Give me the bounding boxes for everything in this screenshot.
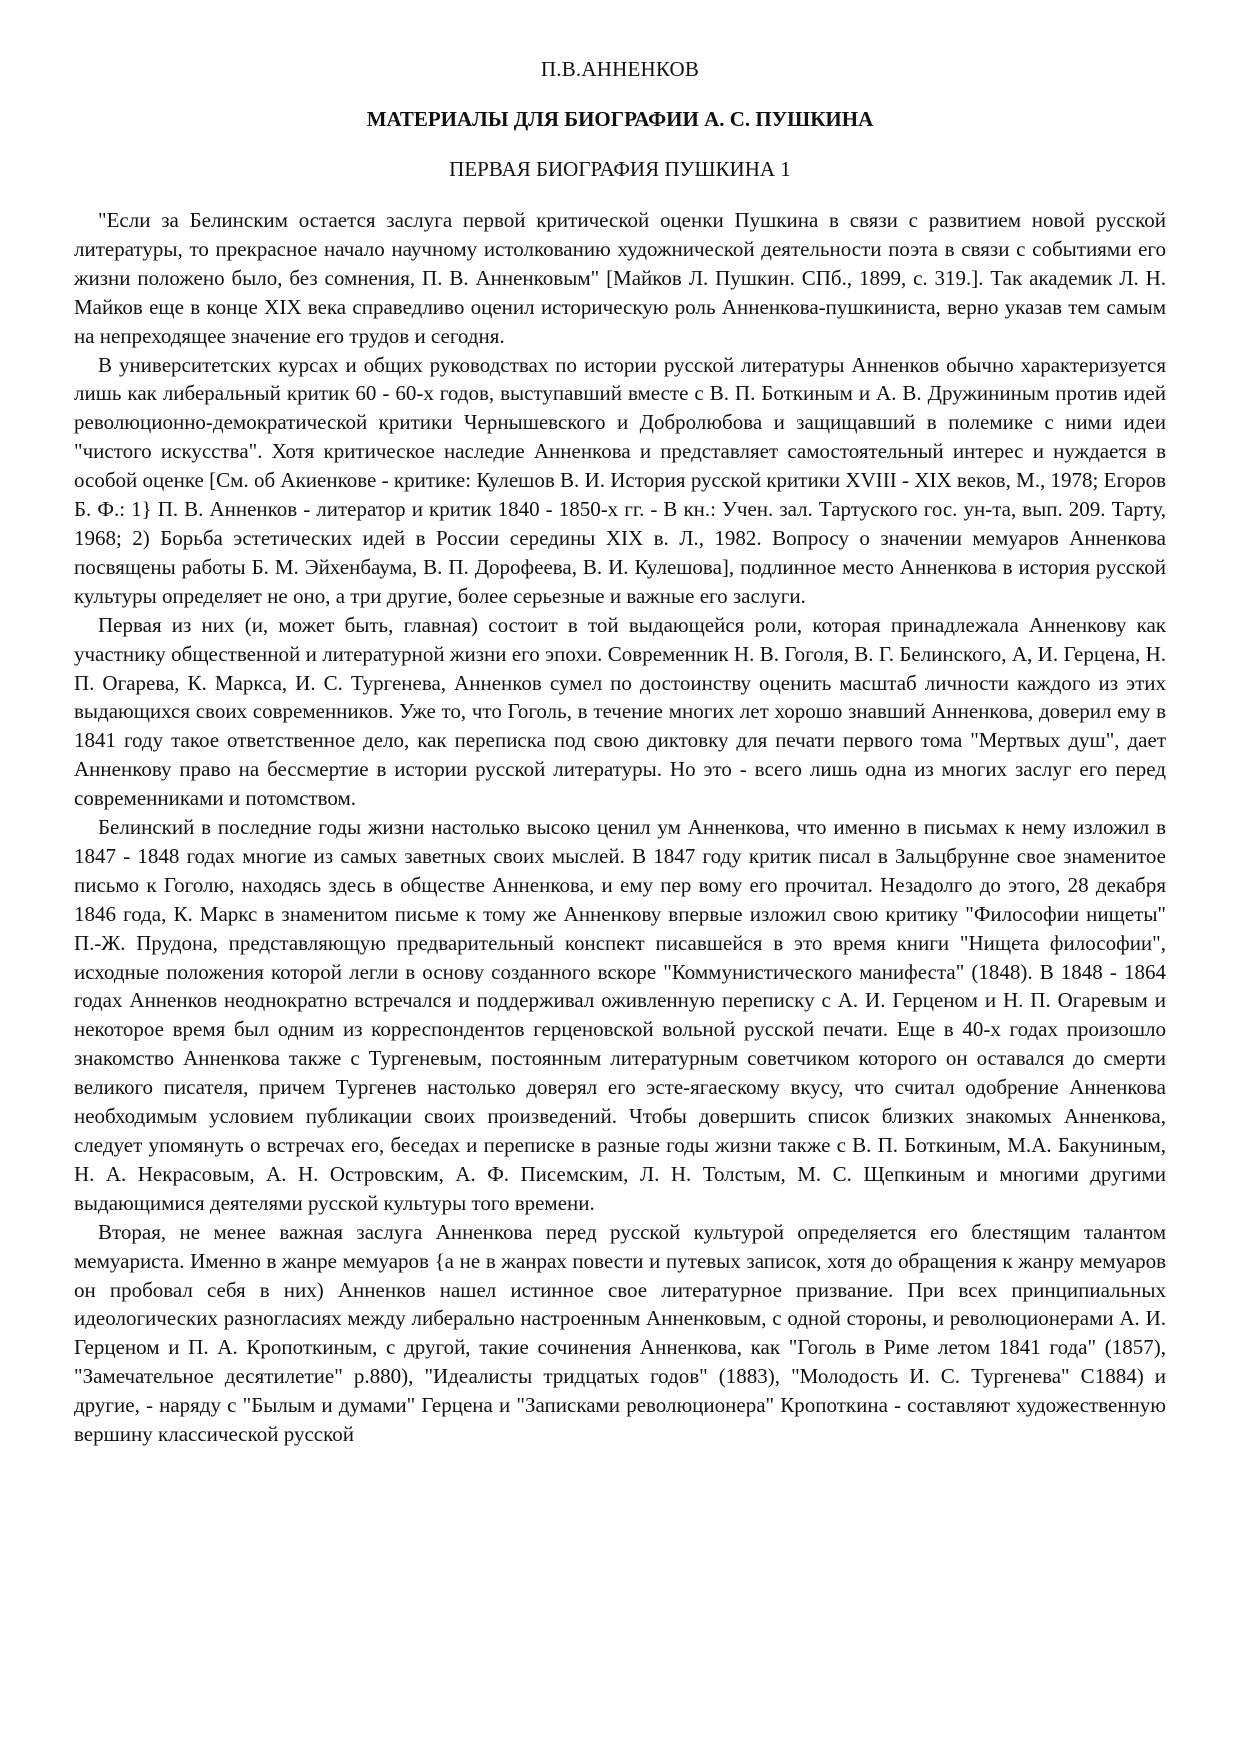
- paragraph-1: "Если за Белинским остается заслуга первой критической оценки Пушкина в связи с развитием новой русской литературы, то прекрасное начало научному истолкованию художнической деятельности поэта в связи с событиями его жизни положено было, без сомнения, П. В. Анненковым" [Майков Л. Пушкин. СПб., 1899, с. 319.]. Так академик Л. Н. Майков еще в конце XIX века справедливо оценил историческую роль Анненкова-пушкиниста, верно указав тем самым на непреходящее значение его трудов и сегодня.: [74, 208, 1166, 348]
- document-subtitle: ПЕРВАЯ БИОГРАФИЯ ПУШКИНА 1: [449, 157, 791, 181]
- paragraph-2: В университетских курсах и общих руководствах по истории русской литературы Анненков обычно характеризуется лишь как либеральный критик 60 - 60-х годов, выступавший вместе с В. П. Боткиным и А. В. Дружининым против идей революционно-демократической критики Чернышевского и Добролюбова и защищавший в полемике с ними идеи "чистого искусства". Хотя критическое наследие Анненкова и представляет самостоятельный интерес и нуждается в особой оценке [См. об Акиенкове - критике: Кулешов В. И. История русской критики XVIII - XIX веков, М., 1978; Егоров Б. Ф.: 1} П. В. Анненков - литератор и критик 1840 - 1850-х гг. - В кн.: Учен. зал. Тартуского гос. ун-та, вып. 209. Тарту, 1968; 2) Борьба эстетических идей в России середины XIX в. Л., 1982. Вопросу о значении мемуаров Анненкова посвящены работы Б. М. Эйхенбаума, В. П. Дорофеева, В. И. Кулешова], подлинное место Анненкова в история русской культуры определяет не оно, а три другие, более серьезные и важные его заслуги.: [74, 352, 1166, 608]
- paragraph-3: Первая из них (и, может быть, главная) состоит в той выдающейся роли, которая принадлежала Анненкову как участнику общественной и литературной жизни его эпохи. Современник Н. В. Гоголя, В. Г. Белинского, А, И. Герцена, Н. П. Огарева, К. Маркса, И. С. Тургенева, Анненков сумел по достоинству оценить масштаб личности каждого из этих выдающихся своих современников. Уже то, что Гоголь, в течение многих лет хорошо знавший Анненкова, доверил ему в 1841 году такое ответственное дело, как переписка под свою диктовку для печати первого тома "Мертвых душ", дает Анненкову право на бессмертие в истории русской литературы. Но это - всего лишь одна из многих заслуг его перед современниками и потомством.: [74, 612, 1166, 811]
- document-body: [74, 206, 1166, 1449]
- paragraph-5: Вторая, не менее важная заслуга Анненкова перед русской культурой определяется его блестящим талантом мемуариста. Именно в жанре мемуаров {а не в жанрах повести и путевых записок, хотя до обращения к жанру мемуаров он пробовал себя в них) Анненков нашел истинное свое литературное призвание. При всех принципиальных идеологических разногласиях между либерально настроенным Анненковым, с одной стороны, и революционерами А. И. Герценом и П. А. Кропоткиным, с другой, такие сочинения Анненкова, как "Гоголь в Риме летом 1841 года" (1857), "Замечательное десятилетие" р.880), "Идеалисты тридцатых годов" (1883), "Молодость И. С. Тургенева" С1884) и другие, - наряду с "Былым и думами" Герцена и "Записками революционера" Кропоткина - составляют художественную вершину классической русской: [74, 1219, 1166, 1447]
- author-heading: П.В.АННЕНКОВ: [540, 57, 700, 81]
- paragraph-4: Белинский в последние годы жизни настолько высоко ценил ум Анненкова, что именно в письмах к нему изложил в 1847 - 1848 годах многие из самых заветных своих мыслей. В 1847 году критик писал в Зальцбрунне свое знаменитое письмо к Гоголю, находясь здесь в обществе Анненкова, и ему пер вому его прочитал. Незадолго до этого, 28 декабря 1846 года, К. Маркс в знаменитом письме к тому же Анненкову впервые изложил свою критику "Философии нищеты" П.-Ж. Прудона, представляющую предварительный конспект писавшейся в это время книги "Нищета философии", исходные положения которой легли в основу созданного вскоре "Коммунистического манифеста" (1848). В 1848 - 1864 годах Анненков неоднократно встречался и поддерживал оживленную переписку с А. И. Герценом и Н. П. Огаревым и некоторое время был одним из корреспондентов герценовской вольной русской печати. Еще в 40-х годах произошло знакомство Анненкова также с Тургеневым, постоянным литературным советчиком которого он оставался до смерти великого писателя, причем Тургенев настолько доверял его эсте-ягаескому вкусу, что считал одобрение Анненкова необходимым условием публикации своих произведений. Чтобы довершить список близких знакомых Анненкова, следует упомянуть о встречах его, беседах и переписке в разные годы жизни также с В. П. Боткиным, М.А. Бакуниным, Н. А. Некрасовым, А. Н. Островским, А. Ф. Писемским, Л. Н. Толстым, М. С. Щепкиным и многими другими выдающимися деятелями русской культуры того времени.: [74, 815, 1166, 1215]
- document-page: [74, 50, 1166, 1449]
- document-title: МАТЕРИАЛЫ ДЛЯ БИОГРАФИИ А. С. ПУШКИНА: [366, 107, 874, 131]
